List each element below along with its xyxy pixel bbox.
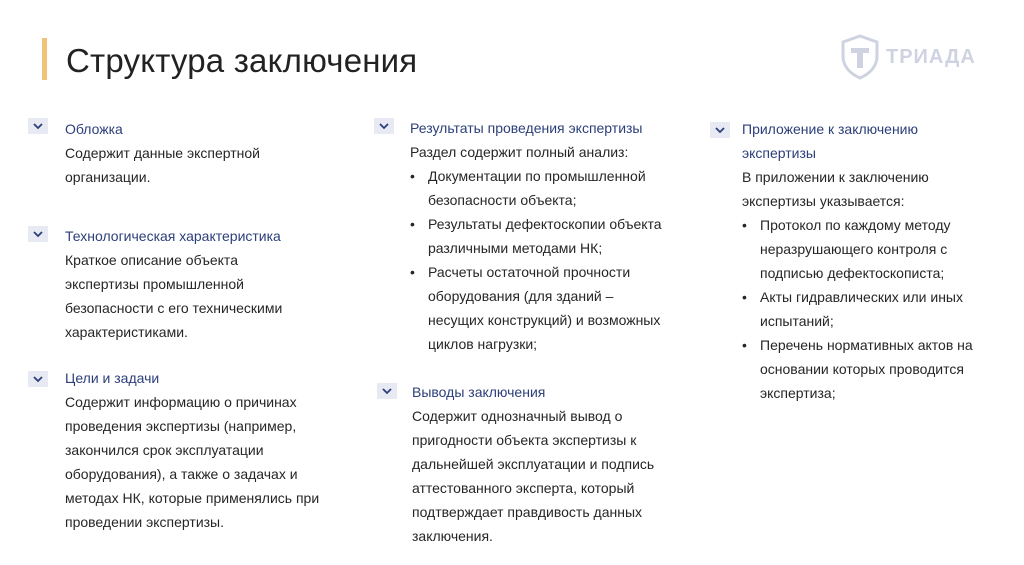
chevron-down-icon [28,226,48,242]
list-item [410,164,700,212]
section-heading: Приложение к заключению [742,121,918,137]
section-line: характеристиками. [65,324,188,340]
section-line: экспертизы промышленной [65,276,244,292]
chevron-down-icon [374,118,394,134]
list-item-line: различными методами НК; [428,240,603,256]
section-goals [65,366,365,534]
logo [840,34,976,80]
bullet-list [410,164,700,356]
section-line: организации. [65,169,151,185]
section-heading: Цели и задачи [65,370,160,386]
chevron-down-icon [377,383,397,399]
section-line: дальнейшей эксплуатации и подпись [412,456,655,472]
section-results [410,116,700,356]
section-line: Содержит информацию о причинах [65,394,297,410]
section-line: безопасности с его техническими [65,300,283,316]
list-item-line: несущих конструкций) и возможных [428,312,661,328]
chevron-down-icon [28,371,48,387]
chevron-down-icon [710,122,730,138]
list-item-line: основании которых проводится [760,361,964,377]
section-heading: Технологическая характеристика [65,228,281,244]
list-item-line: безопасности объекта; [428,192,577,208]
list-item-line: оборудования (для зданий – [428,288,614,304]
chevron-down-icon [28,118,48,134]
list-item [410,212,700,260]
section-line: проведения экспертизы (например, [65,418,297,434]
list-item-line: испытаний; [760,313,834,329]
section-conclusions [412,380,702,548]
list-item [742,213,1012,285]
section-line: Содержит данные экспертной [65,145,260,161]
list-item [742,285,1012,333]
list-item-line: неразрушающего контроля с [760,241,948,257]
section-line: проведении экспертизы. [65,514,225,530]
title-accent-bar [42,38,47,80]
shield-logo-icon [840,34,880,80]
page-title: Структура заключения [66,42,418,79]
section-line: аттестованного эксперта, который [412,480,635,496]
list-item-line: • Протокол по каждому методу [760,217,951,233]
list-item [742,333,1012,405]
list-item [410,260,700,356]
section-line: Краткое описание объекта [65,252,238,268]
section-intro: Раздел содержит полный анализ: [410,144,629,160]
section-heading: Результаты проведения экспертизы [410,120,643,136]
section-heading: Выводы заключения [412,384,546,400]
list-item-line: • Акты гидравлических или иных [760,289,963,305]
list-item-line: циклов нагрузки; [428,336,538,352]
section-tech-characteristics [65,224,355,344]
list-item-line: • Расчеты остаточной прочности [428,264,631,280]
list-item-line: экспертиза; [760,385,836,401]
section-intro: В приложении к заключению [742,169,929,185]
section-line: методах НК, которые применялись при [65,490,320,506]
section-heading: Обложка [65,121,123,137]
section-line: пригодности объекта экспертизы к [412,432,637,448]
list-item-line: • Перечень нормативных актов на [760,337,973,353]
section-line: Содержит однозначный вывод о [412,408,623,424]
section-line: подтверждает правдивость данных [412,504,643,520]
section-intro: экспертизы указывается: [742,193,905,209]
list-item-line: • Документации по промышленной [428,168,646,184]
bullet-list [742,213,1012,405]
section-line: закончился срок эксплуатации [65,442,264,458]
section-appendix [742,117,1012,405]
list-item-line: • Результаты дефектоскопии объекта [428,216,662,232]
logo-text: ТРИАДА [886,45,976,68]
section-line: оборудования), а также о задачах и [65,466,298,482]
section-line: заключения. [412,528,493,544]
list-item-line: подписью дефектоскописта; [760,265,945,281]
section-heading: экспертизы [742,145,816,161]
section-cover [65,117,355,189]
